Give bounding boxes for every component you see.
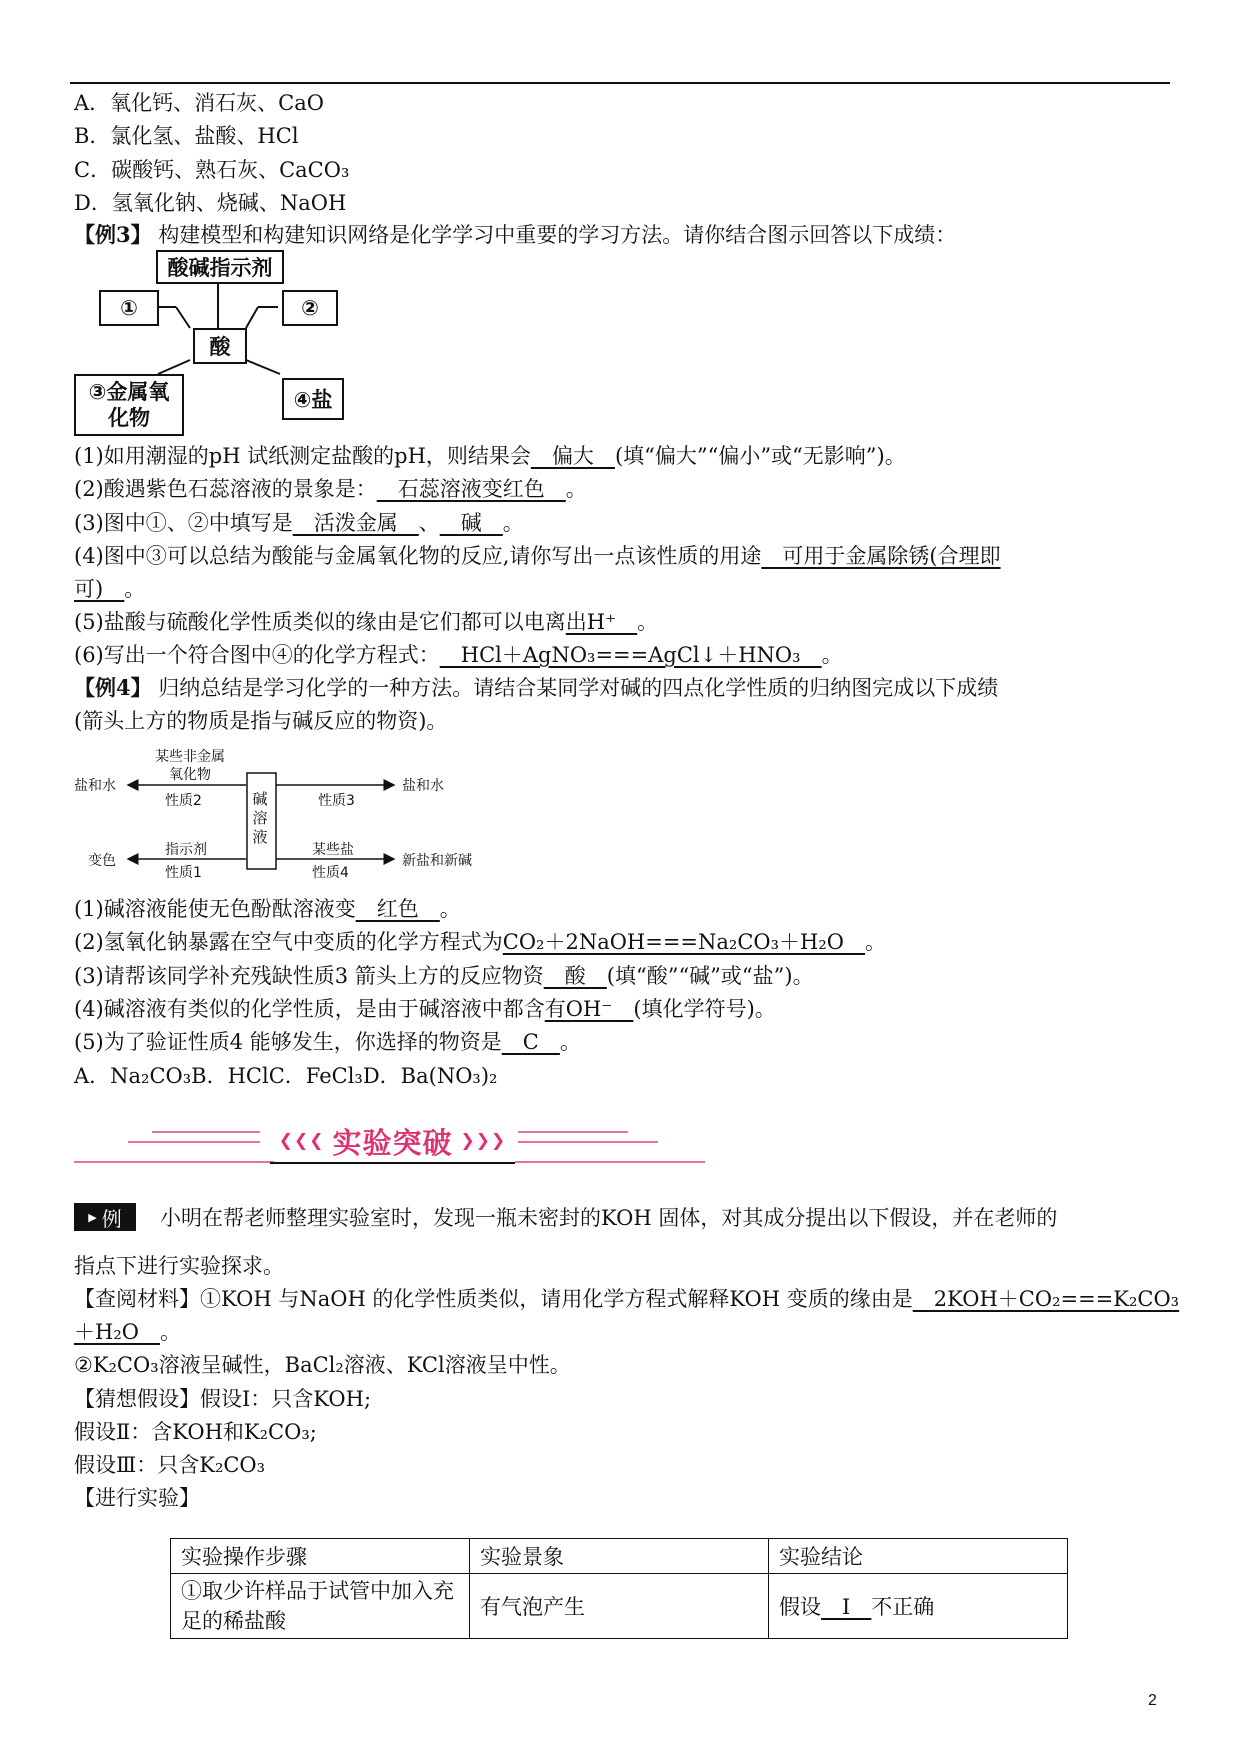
ex4-q3: (3)请帮该同学补充残缺性质3 箭头上方的反应物资__酸__(填“酸”“碱”或“盐”)。 bbox=[74, 964, 814, 988]
diagram-metal-oxide-box: ③金属氧化物 bbox=[74, 374, 184, 436]
experiment-table bbox=[170, 1538, 1068, 1639]
exp-material-1-cont: ＋H₂O__。 bbox=[74, 1320, 181, 1344]
diagram-acid-box: 酸 bbox=[193, 328, 247, 364]
diagram-indicator-box: 酸碱指示剂 bbox=[156, 250, 284, 284]
page-number: 2 bbox=[1148, 1692, 1157, 1709]
ex4-q1-answer: __红色__ bbox=[355, 897, 440, 921]
diagram-blank-1-box: ① bbox=[99, 290, 159, 326]
ex4-q1: (1)碱溶液能使无色酚酞溶液变__红色__。 bbox=[74, 897, 461, 921]
ex3-q1-answer: __偏大__ bbox=[530, 444, 615, 468]
exp-run-heading: 【进行实验】 bbox=[74, 1486, 200, 1510]
ex4-q4: (4)碱溶液有类似的化学性质，是由于碱溶液中都含有OH⁻__(填化学符号)。 bbox=[74, 997, 776, 1021]
diagram-salt-water-left: 盐和水 bbox=[74, 778, 116, 794]
exp-hypothesis-2: 假设Ⅱ：含KOH和K₂CO₃; bbox=[74, 1420, 317, 1444]
diagram-nonmetal-oxide-label: 某些非金属氧化物 bbox=[155, 749, 225, 783]
diagram-salt-water-right: 盐和水 bbox=[402, 778, 444, 794]
example-tag bbox=[74, 1203, 136, 1231]
diagram-new-salt-base-label: 新盐和新碱 bbox=[402, 853, 472, 869]
table-cell-conclusion: 假设__Ⅰ__不正确 bbox=[769, 1574, 1068, 1639]
table-header: 实验结论 bbox=[769, 1539, 1068, 1574]
example3-intro bbox=[74, 220, 956, 250]
table-cell-step: ①取少许样品于试管中加入充足的稀盐酸 bbox=[171, 1574, 470, 1639]
ex3-q1: (1)如用潮湿的pH 试纸测定盐酸的pH，则结果会__偏大__(填“偏大”“偏小”或“无影响”)。 bbox=[74, 444, 906, 468]
banner-underline bbox=[270, 1162, 515, 1164]
example3-intro-text: 构建模型和构建知识网络是化学学习中重要的学习方法。请你结合图示回答以下成绩： bbox=[158, 223, 957, 247]
ex4-q5-answer: __C__ bbox=[501, 1030, 560, 1054]
example3-label: 【例3】 bbox=[74, 222, 152, 247]
header-rule bbox=[70, 82, 1170, 84]
chevron-left-icon: ❮❮❮ bbox=[278, 1131, 325, 1151]
chevron-right-icon: ❯❯❯ bbox=[460, 1131, 507, 1151]
diagram-color-change-label: 变色 bbox=[88, 853, 116, 869]
option-d: D．氢氧化钠、烧碱、NaOH bbox=[74, 191, 347, 215]
diagram-property1-label: 性质1 bbox=[165, 865, 202, 881]
option-b: B．氯化氢、盐酸、HCl bbox=[74, 124, 299, 148]
diagram-salt-box: ④盐 bbox=[282, 378, 344, 420]
diagram-blank-2-box: ② bbox=[282, 290, 338, 326]
exp-intro-1: 小明在帮老师整理实验室时，发现一瓶未密封的KOH 固体，对其成分提出以下假设，并在老师的 bbox=[160, 1206, 1058, 1230]
exp-hypothesis-3: 假设Ⅲ：只含K₂CO₃ bbox=[74, 1453, 266, 1477]
section-title-text: 实验突破 bbox=[332, 1125, 453, 1160]
exp-material-answer-1: __2KOH＋CO₂===K₂CO₃ bbox=[912, 1287, 1180, 1311]
exp-material-1: 【查阅材料】①KOH 与NaOH 的化学性质类似，请用化学方程式解释KOH 变质的缘由是__2KOH＋CO₂===K₂CO₃ bbox=[74, 1287, 1180, 1311]
exp-hypothesis-1: 【猜想假设】假设Ⅰ：只含KOH; bbox=[74, 1387, 372, 1411]
example4-intro-2: (箭头上方的物质是指与碱反应的物资)。 bbox=[74, 709, 448, 733]
banner-line-left-bottom bbox=[74, 1161, 274, 1163]
ex3-q6-answer: __HCl＋AgNO₃===AgCl↓＋HNO₃__ bbox=[439, 643, 822, 667]
example4-label: 【例4】 bbox=[74, 675, 152, 700]
table-cell-answer: __Ⅰ__ bbox=[821, 1595, 872, 1619]
banner-line-left-mid bbox=[128, 1141, 260, 1143]
ex3-q4-cont: 可)__。 bbox=[74, 577, 146, 601]
ex3-q4-answer-2: 可)__ bbox=[74, 577, 125, 601]
diagram-some-salt-label: 某些盐 bbox=[312, 842, 354, 858]
ex3-q2: (2)酸遇紫色石蕊溶液的景象是：__石蕊溶液变红色__。 bbox=[74, 477, 587, 501]
ex3-q3-answer-1: __活泼金属__ bbox=[292, 511, 419, 535]
ex4-q3-answer: __酸__ bbox=[543, 964, 607, 988]
ex3-q3: (3)图中①、②中填写是__活泼金属__、__碱__。 bbox=[74, 511, 524, 535]
diagram-base-solution-label: 碱溶液 bbox=[252, 790, 268, 846]
table-header: 实验景象 bbox=[470, 1539, 769, 1574]
banner-line-right-mid bbox=[518, 1141, 658, 1143]
play-icon: ▶ bbox=[88, 1210, 97, 1224]
example4-intro: 【例4】 归纳总结是学习化学的一种方法。请结合某同学对碱的四点化学性质的归纳图完成以下成绩 bbox=[74, 675, 999, 700]
ex3-q5: (5)盐酸与硫酸化学性质类似的缘由是它们都可以电离出H⁺__。 bbox=[74, 610, 659, 634]
ex3-q5-answer: 出H⁺__ bbox=[565, 610, 638, 634]
ex3-q6: (6)写出一个符合图中④的化学方程式：__HCl＋AgNO₃===AgCl↓＋HNO₃__。 bbox=[74, 643, 843, 667]
ex4-q2-answer: CO₂＋2NaOH===Na₂CO₃＋H₂O__ bbox=[502, 930, 865, 954]
example-tag-text: 例 bbox=[101, 1206, 122, 1231]
banner-line-right-bottom bbox=[515, 1161, 705, 1163]
table-cell-phenomenon: 有气泡产生 bbox=[470, 1574, 769, 1639]
ex3-q4: (4)图中③可以总结为酸能与金属氧化物的反应,请你写出一点该性质的用途__可用于金属除锈(合理即 bbox=[74, 544, 1001, 568]
diagram-property2-label: 性质2 bbox=[165, 793, 202, 809]
ex4-q2: (2)氢氧化钠暴露在空气中变质的化学方程式为CO₂＋2NaOH===Na₂CO₃＋H₂O__。 bbox=[74, 930, 886, 954]
diagram-indicator-label: 指示剂 bbox=[165, 842, 207, 858]
option-c: C．碳酸钙、熟石灰、CaCO₃ bbox=[74, 158, 350, 182]
ex4-options: A．Na₂CO₃B．HClC．FeCl₃D．Ba(NO₃)₂ bbox=[74, 1064, 498, 1088]
ex3-q3-answer-2: __碱__ bbox=[439, 511, 503, 535]
exp-intro-2: 指点下进行实验探求。 bbox=[74, 1254, 284, 1278]
banner-line-left-top bbox=[152, 1131, 260, 1133]
exp-material-2: ②K₂CO₃溶液呈碱性，BaCl₂溶液、KCl溶液呈中性。 bbox=[74, 1353, 571, 1377]
section-title bbox=[270, 1120, 515, 1162]
ex4-q4-answer: 有OH⁻__ bbox=[544, 997, 634, 1021]
table-header: 实验操作步骤 bbox=[171, 1539, 470, 1574]
diagram-property3-label: 性质3 bbox=[318, 793, 355, 809]
table-row bbox=[171, 1574, 1068, 1639]
banner-line-right-top bbox=[518, 1131, 628, 1133]
table-header-row bbox=[171, 1539, 1068, 1574]
diagram-property4-label: 性质4 bbox=[312, 865, 349, 881]
ex3-q2-answer: __石蕊溶液变红色__ bbox=[376, 477, 566, 501]
ex4-q5: (5)为了验证性质4 能够发生，你选择的物资是__C__。 bbox=[74, 1030, 581, 1054]
exp-material-answer-2: ＋H₂O__ bbox=[74, 1320, 160, 1344]
option-a: A．氧化钙、消石灰、CaO bbox=[74, 91, 324, 115]
ex3-q4-answer-1: __可用于金属除锈(合理即 bbox=[761, 544, 1001, 568]
